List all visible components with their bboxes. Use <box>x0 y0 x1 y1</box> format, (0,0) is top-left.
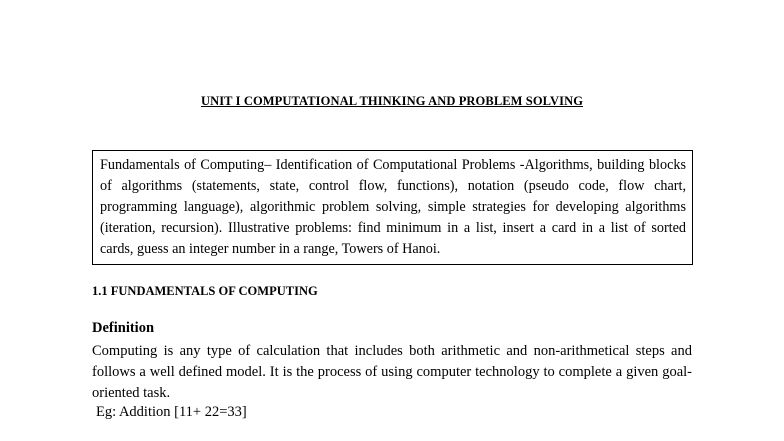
definition-heading: Definition <box>92 320 155 336</box>
syllabus-box <box>92 150 693 265</box>
section-heading: 1.1 FUNDAMENTALS OF COMPUTING <box>92 284 318 298</box>
example-line: Eg: Addition [11+ 22=33] <box>96 404 247 420</box>
syllabus-text: Fundamentals of Computing– Identification of Computational Problems -Algorithms, building blocks of algorithms (statements, state, control flow, functions), notation (pseudo code, flow chart, programming language), algorithmic problem solving, simple strategies for developing algorithms (iteration, recursion). Illustrative problems: find minimum in a list, insert a card in a list of sorted cards, guess an integer number in a range, Towers of Hanoi. <box>100 157 686 257</box>
unit-title: UNIT I COMPUTATIONAL THINKING AND PROBLEM SOLVING <box>200 94 584 108</box>
definition-text: Computing is any type of calculation that includes both arithmetic and non-arithmetical steps and follows a well defined model. It is the process of using computer technology to complete a given goal-oriented task. <box>92 343 692 401</box>
